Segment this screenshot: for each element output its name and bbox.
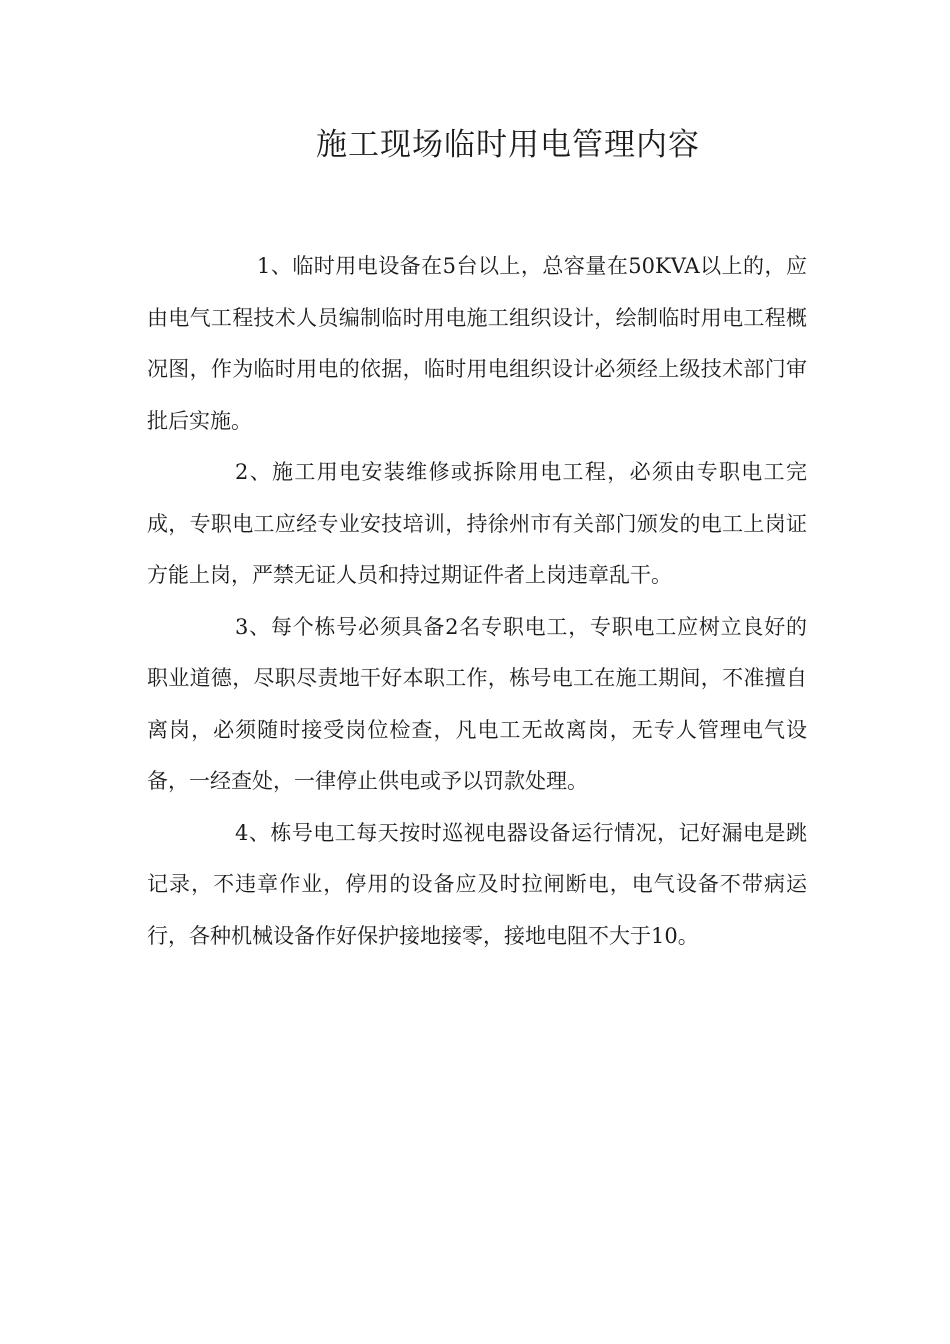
paragraph-3: 3、每个栋号必须具备2名专职电工，专职电工应树立良好的职业道德，尽职尽责地干好本职工作，栋号电工在施工期间，不准擅自离岗，必须随时接受岗位检查，凡电工无故离岗，无专人管理电气设备，一经查处，一律停止供电或予以罚款处理。 (147, 614, 807, 793)
paragraph-1: 1、临时用电设备在5台以上，总容量在50KVA以上的，应由电气工程技术人员编制临时用电施工组织设计，绘制临时用电工程概况图，作为临时用电的依据，临时用电组织设计必须经上级技术部门审批后实施。 (147, 254, 807, 433)
paragraph-2: 2、施工用电安装维修或拆除用电工程，必须由专职电工完成，专职电工应经专业安技培训，持徐州市有关部门颁发的电工上岗证方能上岗，严禁无证人员和持过期证件者上岗违章乱干。 (147, 460, 807, 587)
document-title: 施工现场临时用电管理内容 (316, 127, 700, 163)
paragraph-4: 4、栋号电工每天按时巡视电器设备运行情况，记好漏电是跳记录，不违章作业，停用的设备应及时拉闸断电，电气设备不带病运行，各种机械设备作好保护接地接零，接地电阻不大于10。 (147, 820, 807, 948)
document-body (147, 241, 807, 962)
